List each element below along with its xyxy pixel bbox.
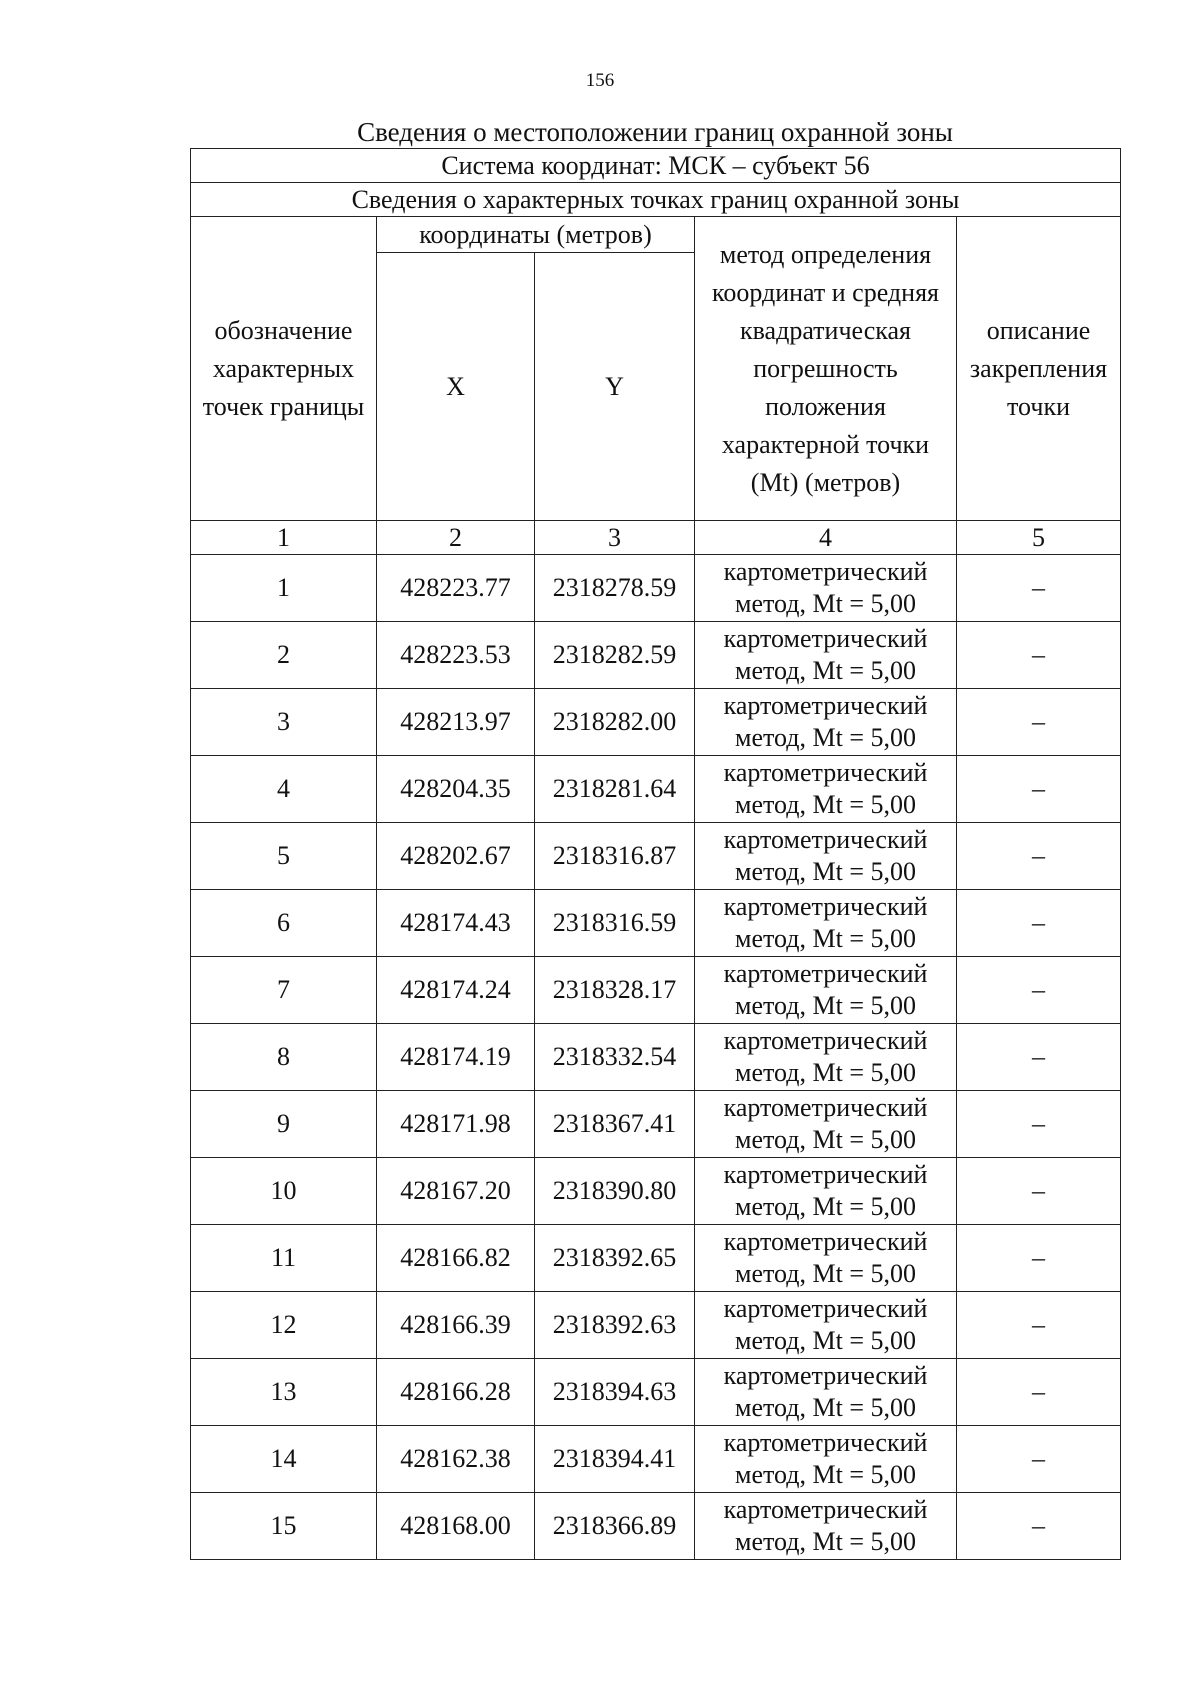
method-cell bbox=[695, 1359, 957, 1426]
table-row bbox=[191, 622, 1121, 689]
column-number: 5 bbox=[957, 521, 1121, 555]
point-number-cell: 7 bbox=[191, 957, 377, 1024]
method-line-1: картометрический bbox=[723, 1294, 928, 1323]
method-line-2: метод, Mt = 5,00 bbox=[735, 1259, 916, 1288]
header-point-designation: обозначение характерных точек границы bbox=[191, 217, 377, 521]
y-coordinate-cell: 2318366.89 bbox=[535, 1493, 695, 1560]
point-number-cell: 10 bbox=[191, 1158, 377, 1225]
table-row bbox=[191, 555, 1121, 622]
table-row bbox=[191, 1091, 1121, 1158]
description-cell: – bbox=[957, 823, 1121, 890]
method-line-2: метод, Mt = 5,00 bbox=[735, 1460, 916, 1489]
table-row bbox=[191, 1426, 1121, 1493]
method-line-2: метод, Mt = 5,00 bbox=[735, 1058, 916, 1087]
method-line-2: метод, Mt = 5,00 bbox=[735, 1527, 916, 1556]
method-line-2: метод, Mt = 5,00 bbox=[735, 790, 916, 819]
method-line-2: метод, Mt = 5,00 bbox=[735, 857, 916, 886]
point-number-cell: 4 bbox=[191, 756, 377, 823]
method-cell bbox=[695, 689, 957, 756]
description-cell: – bbox=[957, 1359, 1121, 1426]
x-coordinate-cell: 428166.82 bbox=[377, 1225, 535, 1292]
description-cell: – bbox=[957, 1024, 1121, 1091]
table-row bbox=[191, 1493, 1121, 1560]
method-line-2: метод, Mt = 5,00 bbox=[735, 1192, 916, 1221]
method-line-1: картометрический bbox=[723, 1227, 928, 1256]
x-coordinate-cell: 428174.43 bbox=[377, 890, 535, 957]
x-coordinate-cell: 428168.00 bbox=[377, 1493, 535, 1560]
header-description: описание закрепления точки bbox=[957, 217, 1121, 521]
page-number: 156 bbox=[585, 70, 615, 91]
header-x: X bbox=[377, 253, 535, 521]
y-coordinate-cell: 2318390.80 bbox=[535, 1158, 695, 1225]
x-coordinate-cell: 428162.38 bbox=[377, 1426, 535, 1493]
point-number-cell: 8 bbox=[191, 1024, 377, 1091]
method-cell bbox=[695, 1158, 957, 1225]
method-cell bbox=[695, 1493, 957, 1560]
method-cell bbox=[695, 1426, 957, 1493]
table-row bbox=[191, 756, 1121, 823]
description-cell: – bbox=[957, 1426, 1121, 1493]
subheading-row bbox=[191, 183, 1121, 217]
point-number-cell: 1 bbox=[191, 555, 377, 622]
y-coordinate-cell: 2318282.00 bbox=[535, 689, 695, 756]
method-line-1: картометрический bbox=[723, 1361, 928, 1390]
x-coordinate-cell: 428166.28 bbox=[377, 1359, 535, 1426]
method-cell bbox=[695, 1091, 957, 1158]
description-cell: – bbox=[957, 689, 1121, 756]
method-line-1: картометрический bbox=[723, 758, 928, 787]
x-coordinate-cell: 428171.98 bbox=[377, 1091, 535, 1158]
method-line-2: метод, Mt = 5,00 bbox=[735, 589, 916, 618]
description-cell: – bbox=[957, 1292, 1121, 1359]
table-row bbox=[191, 890, 1121, 957]
description-cell: – bbox=[957, 1091, 1121, 1158]
method-cell bbox=[695, 957, 957, 1024]
y-coordinate-cell: 2318367.41 bbox=[535, 1091, 695, 1158]
y-coordinate-cell: 2318392.63 bbox=[535, 1292, 695, 1359]
method-line-1: картометрический bbox=[723, 1428, 928, 1457]
description-cell: – bbox=[957, 756, 1121, 823]
point-number-cell: 5 bbox=[191, 823, 377, 890]
description-cell: – bbox=[957, 622, 1121, 689]
x-coordinate-cell: 428174.19 bbox=[377, 1024, 535, 1091]
table-row bbox=[191, 689, 1121, 756]
method-cell bbox=[695, 823, 957, 890]
method-line-1: картометрический bbox=[723, 1093, 928, 1122]
table-row bbox=[191, 957, 1121, 1024]
y-coordinate-cell: 2318282.59 bbox=[535, 622, 695, 689]
column-number: 3 bbox=[535, 521, 695, 555]
header-y: Y bbox=[535, 253, 695, 521]
table-row bbox=[191, 823, 1121, 890]
column-number-row bbox=[191, 521, 1121, 555]
description-cell: – bbox=[957, 957, 1121, 1024]
description-cell: – bbox=[957, 890, 1121, 957]
method-line-2: метод, Mt = 5,00 bbox=[735, 656, 916, 685]
description-cell: – bbox=[957, 1493, 1121, 1560]
column-number: 1 bbox=[191, 521, 377, 555]
x-coordinate-cell: 428223.77 bbox=[377, 555, 535, 622]
coordinate-system-row bbox=[191, 149, 1121, 183]
y-coordinate-cell: 2318316.59 bbox=[535, 890, 695, 957]
x-coordinate-cell: 428166.39 bbox=[377, 1292, 535, 1359]
y-coordinate-cell: 2318394.63 bbox=[535, 1359, 695, 1426]
y-coordinate-cell: 2318332.54 bbox=[535, 1024, 695, 1091]
x-coordinate-cell: 428204.35 bbox=[377, 756, 535, 823]
x-coordinate-cell: 428213.97 bbox=[377, 689, 535, 756]
method-cell bbox=[695, 1292, 957, 1359]
method-cell bbox=[695, 555, 957, 622]
subheading-cell: Сведения о характерных точках границ охранной зоны bbox=[191, 183, 1121, 217]
x-coordinate-cell: 428223.53 bbox=[377, 622, 535, 689]
point-number-cell: 2 bbox=[191, 622, 377, 689]
column-number: 4 bbox=[695, 521, 957, 555]
table-row bbox=[191, 1024, 1121, 1091]
description-cell: – bbox=[957, 1225, 1121, 1292]
point-number-cell: 9 bbox=[191, 1091, 377, 1158]
method-cell bbox=[695, 622, 957, 689]
point-number-cell: 3 bbox=[191, 689, 377, 756]
y-coordinate-cell: 2318328.17 bbox=[535, 957, 695, 1024]
point-number-cell: 12 bbox=[191, 1292, 377, 1359]
method-line-1: картометрический bbox=[723, 1026, 928, 1055]
y-coordinate-cell: 2318392.65 bbox=[535, 1225, 695, 1292]
column-header-row bbox=[191, 217, 1121, 253]
point-number-cell: 11 bbox=[191, 1225, 377, 1292]
method-cell bbox=[695, 756, 957, 823]
column-number: 2 bbox=[377, 521, 535, 555]
method-line-1: картометрический bbox=[723, 691, 928, 720]
description-cell: – bbox=[957, 555, 1121, 622]
point-number-cell: 14 bbox=[191, 1426, 377, 1493]
method-line-1: картометрический bbox=[723, 825, 928, 854]
coordinate-system-cell: Система координат: МСК – субъект 56 bbox=[191, 149, 1121, 183]
method-line-1: картометрический bbox=[723, 1495, 928, 1524]
boundary-points-table bbox=[190, 148, 1121, 1560]
table-row bbox=[191, 1359, 1121, 1426]
method-line-1: картометрический bbox=[723, 557, 928, 586]
table-row bbox=[191, 1292, 1121, 1359]
method-line-1: картометрический bbox=[723, 1160, 928, 1189]
method-line-2: метод, Mt = 5,00 bbox=[735, 991, 916, 1020]
method-line-1: картометрический bbox=[723, 892, 928, 921]
table-row bbox=[191, 1158, 1121, 1225]
y-coordinate-cell: 2318281.64 bbox=[535, 756, 695, 823]
method-line-2: метод, Mt = 5,00 bbox=[735, 723, 916, 752]
x-coordinate-cell: 428167.20 bbox=[377, 1158, 535, 1225]
method-line-2: метод, Mt = 5,00 bbox=[735, 924, 916, 953]
header-coordinates: координаты (метров) bbox=[377, 217, 695, 253]
y-coordinate-cell: 2318278.59 bbox=[535, 555, 695, 622]
method-line-2: метод, Mt = 5,00 bbox=[735, 1125, 916, 1154]
method-line-2: метод, Mt = 5,00 bbox=[735, 1326, 916, 1355]
method-line-1: картометрический bbox=[723, 959, 928, 988]
x-coordinate-cell: 428174.24 bbox=[377, 957, 535, 1024]
x-coordinate-cell: 428202.67 bbox=[377, 823, 535, 890]
description-cell: – bbox=[957, 1158, 1121, 1225]
method-line-1: картометрический bbox=[723, 624, 928, 653]
y-coordinate-cell: 2318316.87 bbox=[535, 823, 695, 890]
y-coordinate-cell: 2318394.41 bbox=[535, 1426, 695, 1493]
method-cell bbox=[695, 890, 957, 957]
header-method: метод определения координат и средняя квадратическая погрешность положения характерной точки (Mt) (метров) bbox=[695, 217, 957, 521]
document-title: Сведения о местоположении границ охранной зоны bbox=[357, 117, 953, 147]
point-number-cell: 13 bbox=[191, 1359, 377, 1426]
method-cell bbox=[695, 1024, 957, 1091]
point-number-cell: 15 bbox=[191, 1493, 377, 1560]
method-cell bbox=[695, 1225, 957, 1292]
point-number-cell: 6 bbox=[191, 890, 377, 957]
method-line-2: метод, Mt = 5,00 bbox=[735, 1393, 916, 1422]
table-row bbox=[191, 1225, 1121, 1292]
